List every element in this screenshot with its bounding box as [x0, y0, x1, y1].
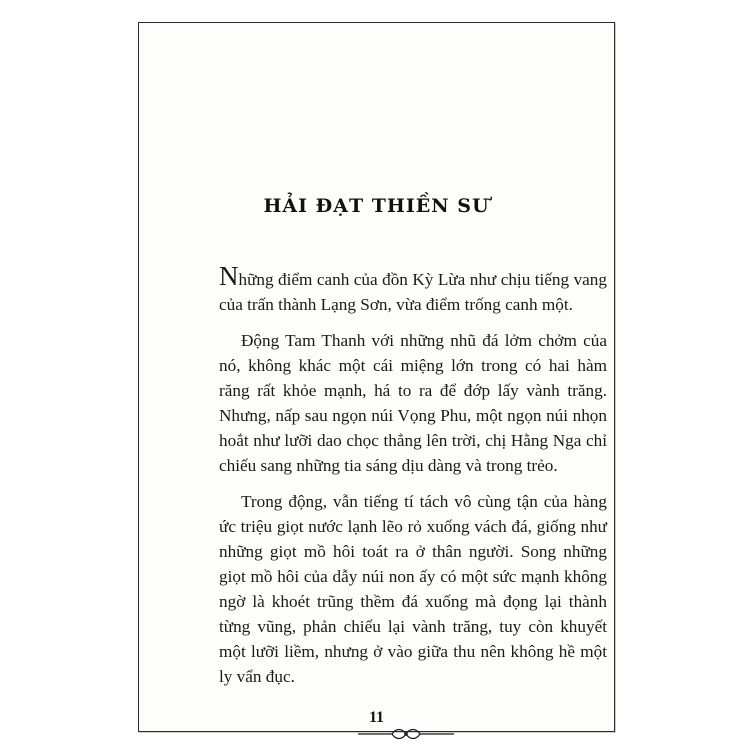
page-number: 11 [368, 709, 385, 726]
chapter-body [219, 261, 607, 700]
paragraph-3: Trong động, vẫn tiếng tí tách vô cùng tận của hàng ức triệu giọt nước lạnh lẽo rỏ xuống vách đá, giống như những giọt mồ hôi toát ra ở thân người. Song những giọt mồ hôi của dẫy núi non ấy có một sức mạnh không ngờ là khoét trũng thềm đá xuống mà đọng lại thành từng vũng, phản chiếu lại vành trăng, tuy còn khuyết một lưỡi liềm, nhưng ở vào giữa thu nên không hề một ly vẩn đục. [219, 492, 607, 686]
flourish-divider-icon [356, 727, 456, 741]
chapter-title: HẢI ĐẠT THIỀN SƯ [263, 195, 490, 217]
book-page [138, 22, 615, 732]
paragraph-2: Động Tam Thanh với những nhũ đá lởm chởm của nó, không khác một cái miệng lớn trong có hai hàm răng rất khỏe mạnh, há to ra để đớp lấy vành trăng. Nhưng, nấp sau ngọn núi Vọng Phu, một ngọn núi nhọn hoắt như lưỡi dao chọc thẳng lên trời, chị Hằng Nga chỉ chiếu sang những tia sáng dịu dàng và trong trẻo. [219, 331, 607, 475]
paragraph-1 [219, 261, 607, 317]
drop-cap: N [219, 261, 239, 291]
paragraph-1-text: hững điểm canh của đồn Kỳ Lừa như chịu tiếng vang của trấn thành Lạng Sơn, vừa điểm trống canh một. [219, 270, 607, 314]
